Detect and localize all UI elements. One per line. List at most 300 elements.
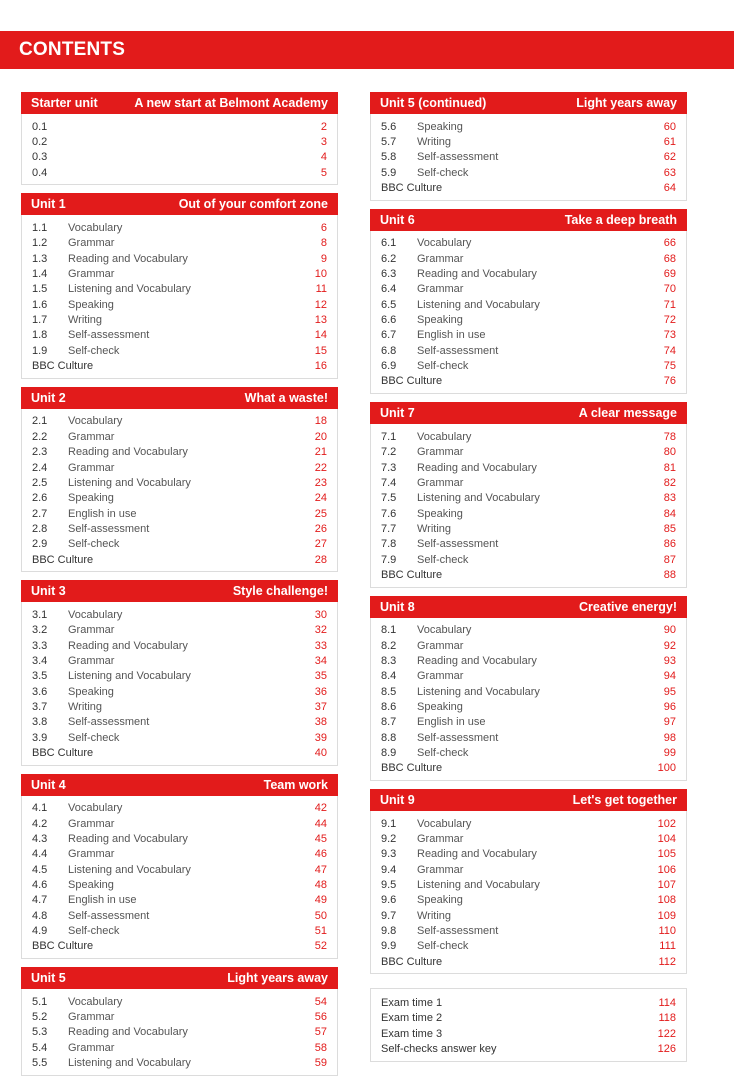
page-number: 16 [314, 360, 327, 373]
unit-title: Creative energy! [579, 599, 677, 614]
page-number: 54 [314, 995, 327, 1008]
lesson-entry[interactable] [32, 862, 327, 877]
bbc-culture-entry[interactable] [32, 552, 327, 567]
page-number: 40 [314, 747, 327, 760]
lesson-entry[interactable] [32, 715, 327, 730]
lesson-label: Speaking [68, 685, 114, 698]
page-number: 37 [314, 700, 327, 713]
lesson-entry[interactable] [32, 328, 327, 343]
lesson-label: BBC Culture [381, 182, 443, 195]
unit-title: What a waste! [244, 390, 328, 405]
page-number: 112 [658, 955, 676, 968]
page-number: 83 [663, 492, 676, 505]
exam-label: Exam time 3 [381, 1027, 443, 1040]
lesson-entry[interactable] [32, 220, 327, 235]
lesson-entry[interactable] [381, 429, 676, 444]
lesson-label: Grammar [417, 833, 464, 846]
bbc-culture-entry[interactable] [381, 180, 676, 195]
lesson-number: 0.2 [32, 136, 48, 149]
lesson-number: 9.9 [381, 940, 397, 953]
lesson-entry[interactable] [32, 251, 327, 266]
bbc-culture-entry[interactable] [32, 939, 327, 954]
lesson-entry[interactable] [381, 312, 676, 327]
unit-header [21, 774, 338, 796]
lesson-entry[interactable] [381, 939, 676, 954]
lesson-label: BBC Culture [381, 955, 443, 968]
lesson-entry[interactable] [381, 623, 676, 638]
lesson-entry[interactable] [381, 923, 676, 938]
page-number: 92 [663, 639, 676, 652]
unit-name: Unit 9 [380, 793, 415, 808]
lesson-entry[interactable] [32, 521, 327, 536]
lesson-entry[interactable] [32, 343, 327, 358]
lesson-label: Writing [68, 700, 103, 713]
lesson-entry[interactable] [32, 491, 327, 506]
lesson-number: 5.7 [381, 136, 397, 149]
lesson-entry[interactable] [381, 475, 676, 490]
unit-section [21, 387, 338, 572]
lesson-entry[interactable] [32, 684, 327, 699]
page-number: 96 [663, 700, 676, 713]
unit-header [370, 209, 687, 231]
bbc-culture-entry[interactable] [381, 761, 676, 776]
lesson-label: Grammar [68, 237, 115, 250]
lesson-entry[interactable] [32, 877, 327, 892]
lesson-number: 4.3 [32, 833, 48, 846]
lesson-entry[interactable] [381, 506, 676, 521]
lesson-label: Vocabulary [68, 995, 123, 1008]
lesson-entry[interactable] [32, 1009, 327, 1024]
lesson-number: 5.3 [32, 1026, 48, 1039]
page-title: CONTENTS [19, 39, 126, 60]
lesson-number: 1.9 [32, 344, 48, 357]
lesson-entry[interactable] [32, 150, 327, 165]
page-number: 80 [663, 446, 676, 459]
unit-section [370, 92, 687, 201]
lesson-entry[interactable] [381, 119, 676, 134]
lesson-entry[interactable] [32, 653, 327, 668]
page-number: 63 [663, 166, 676, 179]
exam-entry[interactable] [381, 995, 676, 1010]
lesson-entry[interactable] [32, 1056, 327, 1071]
page-number: 107 [657, 879, 676, 892]
page-number: 34 [314, 654, 327, 667]
page-number: 61 [663, 136, 676, 149]
page-number: 6 [320, 222, 327, 235]
page-number: 47 [314, 863, 327, 876]
page-number: 38 [314, 716, 327, 729]
lesson-label: Writing [417, 136, 452, 149]
lesson-number: 8.9 [381, 747, 397, 760]
page-number: 28 [314, 553, 327, 566]
lesson-entry[interactable] [32, 669, 327, 684]
page-number: 25 [314, 507, 327, 520]
lesson-number: 3.2 [32, 624, 48, 637]
lesson-label: Reading and Vocabulary [68, 1026, 188, 1039]
page-number: 11 [315, 283, 327, 296]
lesson-entry[interactable] [32, 994, 327, 1009]
exam-label: Exam time 2 [381, 1012, 443, 1025]
lesson-number: 1.2 [32, 237, 48, 250]
page-number: 4 [320, 151, 327, 164]
lesson-entry[interactable] [381, 908, 676, 923]
lesson-entry[interactable] [32, 429, 327, 444]
unit-header [21, 580, 338, 602]
lesson-entry[interactable] [381, 150, 676, 165]
lesson-label: Speaking [417, 894, 463, 907]
lesson-entry[interactable] [381, 893, 676, 908]
lesson-entry[interactable] [381, 537, 676, 552]
lesson-number: 7.4 [381, 476, 397, 489]
page-number: 111 [659, 940, 676, 953]
page-number: 122 [657, 1027, 676, 1040]
lesson-entry[interactable] [32, 623, 327, 638]
page-number: 39 [314, 731, 327, 744]
lesson-entry[interactable] [32, 607, 327, 622]
lesson-label: Self-assessment [417, 344, 499, 357]
lesson-label: Self-assessment [68, 522, 150, 535]
page-number: 33 [314, 639, 327, 652]
lesson-number: 8.8 [381, 731, 397, 744]
contents-column-left [21, 92, 338, 1084]
lesson-label: Grammar [68, 461, 115, 474]
lesson-entry[interactable] [381, 282, 676, 297]
lesson-label: Reading and Vocabulary [417, 654, 537, 667]
lesson-entry[interactable] [381, 134, 676, 149]
page-number: 22 [314, 461, 327, 474]
lesson-label: Listening and Vocabulary [417, 879, 540, 892]
lesson-label: Self-check [417, 940, 469, 953]
lesson-entry[interactable] [32, 908, 327, 923]
page-number: 49 [314, 894, 327, 907]
page-number: 86 [663, 538, 676, 551]
lesson-entry[interactable] [32, 414, 327, 429]
lesson-number: 9.2 [381, 833, 397, 846]
lesson-label: Reading and Vocabulary [417, 461, 537, 474]
lesson-entry[interactable] [32, 312, 327, 327]
lesson-entry[interactable] [32, 460, 327, 475]
page-number: 60 [663, 120, 676, 133]
lesson-entry[interactable] [381, 491, 676, 506]
lesson-entry[interactable] [381, 715, 676, 730]
lesson-number: 9.8 [381, 925, 397, 938]
lesson-number: 0.3 [32, 151, 48, 164]
lesson-number: 3.7 [32, 700, 48, 713]
page-number: 52 [314, 940, 327, 953]
exam-entry[interactable] [381, 1042, 676, 1057]
lesson-entry[interactable] [381, 877, 676, 892]
lesson-label: Self-check [68, 538, 120, 551]
lesson-entry[interactable] [32, 165, 327, 180]
lesson-entry[interactable] [381, 297, 676, 312]
lesson-entry[interactable] [381, 862, 676, 877]
page-number: 18 [314, 415, 327, 428]
page-number: 88 [663, 568, 676, 581]
page-number: 59 [314, 1057, 327, 1070]
lesson-number: 4.9 [32, 925, 48, 938]
lesson-label: Grammar [68, 817, 115, 830]
lesson-entry[interactable] [381, 460, 676, 475]
lesson-label: Vocabulary [68, 608, 123, 621]
lesson-number: 4.4 [32, 848, 48, 861]
unit-section [21, 967, 338, 1076]
lesson-number: 4.5 [32, 863, 48, 876]
page-number: 9 [320, 252, 327, 265]
lesson-label: English in use [417, 329, 486, 342]
unit-title: Let's get together [572, 793, 677, 808]
unit-section [21, 580, 338, 765]
lesson-number: 9.4 [381, 863, 397, 876]
exam-entry[interactable] [381, 1026, 676, 1041]
unit-title: Take a deep breath [564, 212, 677, 227]
lesson-number: 2.3 [32, 446, 48, 459]
page-number: 98 [663, 731, 676, 744]
lesson-entry[interactable] [381, 745, 676, 760]
lesson-number: 2.5 [32, 476, 48, 489]
lesson-label: Reading and Vocabulary [68, 833, 188, 846]
lesson-entry[interactable] [32, 923, 327, 938]
lesson-label: Listening and Vocabulary [68, 1057, 191, 1070]
lesson-number: 8.7 [381, 716, 397, 729]
lesson-label: Writing [417, 909, 452, 922]
lesson-entry[interactable] [381, 251, 676, 266]
lesson-entry[interactable] [32, 297, 327, 312]
lesson-number: 3.1 [32, 608, 48, 621]
page-number: 78 [663, 430, 676, 443]
lesson-entry[interactable] [32, 847, 327, 862]
lesson-number: 2.2 [32, 430, 48, 443]
lesson-number: 4.7 [32, 894, 48, 907]
lesson-entry[interactable] [381, 236, 676, 251]
lesson-label: Speaking [68, 298, 114, 311]
lesson-label: Self-assessment [417, 151, 499, 164]
lesson-label: BBC Culture [32, 360, 94, 373]
lesson-entry[interactable] [32, 445, 327, 460]
page-number: 3 [320, 136, 327, 149]
lesson-entry[interactable] [381, 669, 676, 684]
page-number: 90 [663, 624, 676, 637]
page-number: 12 [314, 298, 327, 311]
unit-name: Unit 8 [380, 599, 415, 614]
lesson-label: Listening and Vocabulary [417, 298, 540, 311]
lesson-label: Grammar [417, 446, 464, 459]
lesson-entry[interactable] [381, 266, 676, 281]
lesson-label: Self-assessment [417, 731, 499, 744]
lesson-label: Grammar [68, 430, 115, 443]
lesson-label: Listening and Vocabulary [68, 283, 191, 296]
lesson-label: BBC Culture [381, 568, 443, 581]
bbc-culture-entry[interactable] [32, 745, 327, 760]
lesson-label: Speaking [417, 700, 463, 713]
unit-header [370, 789, 687, 811]
page-number: 110 [658, 925, 676, 938]
page-number: 73 [663, 329, 676, 342]
lesson-number: 9.7 [381, 909, 397, 922]
lesson-entry[interactable] [32, 506, 327, 521]
lesson-entry[interactable] [381, 684, 676, 699]
page-number: 82 [663, 476, 676, 489]
page-number: 51 [314, 925, 327, 938]
lesson-label: Writing [68, 314, 103, 327]
unit-section [21, 193, 338, 378]
lesson-label: BBC Culture [32, 747, 94, 760]
lesson-entry[interactable] [381, 831, 676, 846]
unit-section [21, 92, 338, 185]
lesson-entry[interactable] [381, 847, 676, 862]
unit-title: Team work [263, 777, 328, 792]
lesson-label: Speaking [417, 120, 463, 133]
lesson-entry[interactable] [32, 1040, 327, 1055]
lesson-entry[interactable] [381, 699, 676, 714]
lesson-label: Listening and Vocabulary [68, 863, 191, 876]
page-number: 76 [663, 375, 676, 388]
page-number: 26 [314, 522, 327, 535]
lesson-label: Reading and Vocabulary [417, 268, 537, 281]
page-number: 46 [314, 848, 327, 861]
lesson-label: Vocabulary [68, 415, 123, 428]
lesson-number: 1.8 [32, 329, 48, 342]
page-number: 68 [663, 252, 676, 265]
lesson-number: 1.4 [32, 268, 48, 281]
unit-header [370, 402, 687, 424]
lesson-entry[interactable] [32, 831, 327, 846]
lesson-number: 7.2 [381, 446, 397, 459]
lesson-entry[interactable] [381, 730, 676, 745]
page-number: 72 [663, 314, 676, 327]
page-number: 48 [314, 879, 327, 892]
lesson-label: BBC Culture [381, 762, 443, 775]
lesson-entry[interactable] [381, 343, 676, 358]
lesson-entry[interactable] [32, 1025, 327, 1040]
lesson-label: Vocabulary [417, 237, 472, 250]
lesson-number: 2.9 [32, 538, 48, 551]
page-number: 95 [663, 685, 676, 698]
lesson-entry[interactable] [381, 445, 676, 460]
lesson-label: Listening and Vocabulary [68, 670, 191, 683]
page-number: 75 [663, 360, 676, 373]
lesson-entry[interactable] [381, 328, 676, 343]
unit-title: Style challenge! [232, 584, 328, 599]
lesson-entry[interactable] [32, 893, 327, 908]
lesson-entry[interactable] [381, 165, 676, 180]
lesson-number: 3.3 [32, 639, 48, 652]
page-number: 85 [663, 522, 676, 535]
lesson-entry[interactable] [32, 236, 327, 251]
unit-title: A new start at Belmont Academy [134, 96, 328, 110]
unit-name: Starter unit [31, 96, 98, 110]
lesson-entry[interactable] [32, 119, 327, 134]
lesson-number: 9.1 [381, 817, 397, 830]
lesson-entry[interactable] [381, 552, 676, 567]
page-number: 64 [663, 182, 676, 195]
lesson-label: Self-check [417, 747, 469, 760]
bbc-culture-entry[interactable] [381, 567, 676, 582]
lesson-label: BBC Culture [32, 940, 94, 953]
lesson-label: Self-assessment [68, 716, 150, 729]
lesson-label: Listening and Vocabulary [417, 685, 540, 698]
lesson-number: 6.5 [381, 298, 397, 311]
lesson-entry[interactable] [32, 699, 327, 714]
lesson-entry[interactable] [32, 801, 327, 816]
lesson-entry[interactable] [32, 537, 327, 552]
lesson-number: 2.4 [32, 461, 48, 474]
page-number: 10 [314, 268, 327, 281]
lesson-number: 2.1 [32, 415, 48, 428]
page-number: 14 [314, 329, 327, 342]
unit-name: Unit 5 [31, 971, 66, 986]
page-number: 99 [663, 747, 676, 760]
page-number: 66 [663, 237, 676, 250]
lesson-number: 0.4 [32, 166, 48, 179]
page-number: 35 [314, 670, 327, 683]
page-number: 58 [314, 1041, 327, 1054]
exam-entry[interactable] [381, 1011, 676, 1026]
unit-section [370, 596, 687, 781]
page-number: 27 [314, 538, 327, 551]
lesson-entry[interactable] [381, 638, 676, 653]
lesson-number: 3.8 [32, 716, 48, 729]
lesson-label: Self-check [417, 360, 469, 373]
lesson-entry[interactable] [381, 653, 676, 668]
lesson-entry[interactable] [32, 266, 327, 281]
lesson-entry[interactable] [32, 134, 327, 149]
unit-header [370, 596, 687, 618]
lesson-label: Grammar [68, 848, 115, 861]
lesson-number: 3.4 [32, 654, 48, 667]
unit-name: Unit 6 [380, 212, 415, 227]
lesson-label: Speaking [417, 507, 463, 520]
lesson-number: 6.2 [381, 252, 397, 265]
page-number: 105 [657, 848, 676, 861]
page-number: 71 [663, 298, 676, 311]
unit-title: Out of your comfort zone [178, 197, 328, 212]
lesson-number: 5.6 [381, 120, 397, 133]
page-number: 20 [314, 430, 327, 443]
unit-name: Unit 5 (continued) [380, 96, 487, 110]
lesson-label: English in use [68, 507, 137, 520]
lesson-entry[interactable] [381, 521, 676, 536]
lesson-label: Speaking [68, 879, 114, 892]
lesson-entry[interactable] [32, 638, 327, 653]
page-number: 93 [663, 654, 676, 667]
lesson-label: Grammar [68, 654, 115, 667]
header-bar [0, 31, 734, 69]
bbc-culture-entry[interactable] [381, 374, 676, 389]
lesson-entry[interactable] [32, 816, 327, 831]
lesson-label: English in use [417, 716, 486, 729]
lesson-label: Speaking [68, 492, 114, 505]
unit-header [21, 387, 338, 409]
lesson-number: 6.6 [381, 314, 397, 327]
lesson-number: 6.3 [381, 268, 397, 281]
page-number: 50 [314, 909, 327, 922]
lesson-entry[interactable] [32, 730, 327, 745]
bbc-culture-entry[interactable] [381, 954, 676, 969]
lesson-number: 2.8 [32, 522, 48, 535]
page-number: 56 [314, 1011, 327, 1024]
lesson-entry[interactable] [381, 816, 676, 831]
page-number: 94 [663, 670, 676, 683]
bbc-culture-entry[interactable] [32, 358, 327, 373]
lesson-entry[interactable] [381, 358, 676, 373]
lesson-entry[interactable] [32, 282, 327, 297]
lesson-label: Grammar [417, 670, 464, 683]
lesson-label: Self-check [417, 553, 469, 566]
lesson-number: 7.5 [381, 492, 397, 505]
lesson-label: Reading and Vocabulary [68, 252, 188, 265]
lesson-entry[interactable] [32, 475, 327, 490]
unit-title: A clear message [578, 406, 677, 421]
